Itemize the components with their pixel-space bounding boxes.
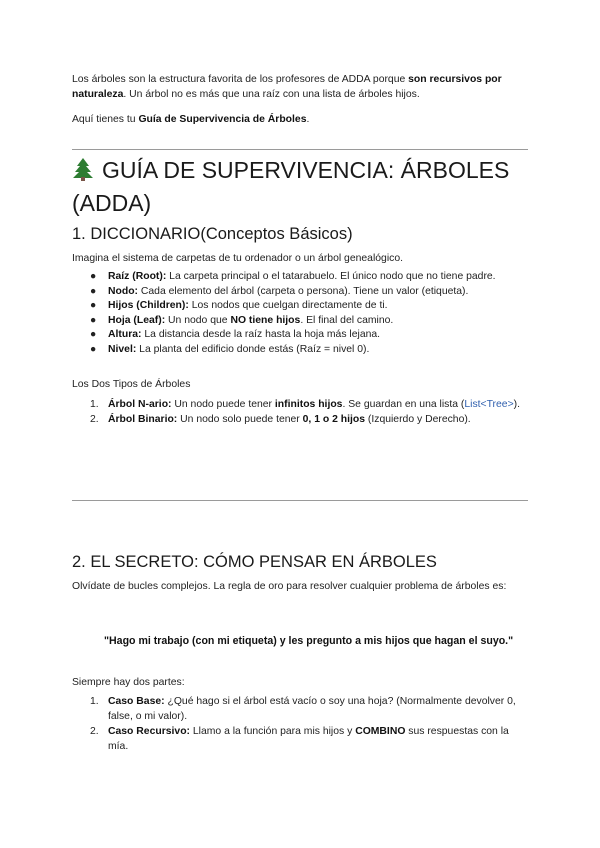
list-item (72, 724, 528, 754)
term: Hoja (Leaf): (108, 314, 166, 326)
page-title (72, 155, 528, 218)
definition: ¿Qué hago si el árbol está vacío o soy una hoja? (Normalmente devolver 0, false, o mi valor). (108, 696, 516, 722)
term: Nodo: (108, 285, 139, 297)
list-number: 2. (90, 414, 99, 425)
definition: Un nodo que (165, 314, 231, 326)
bullet-icon: ● (90, 329, 97, 341)
bullet-icon: ● (90, 343, 97, 355)
bullet-icon: ● (90, 300, 97, 312)
section-1-lead: Imagina el sistema de carpetas de tu ordenador o un árbol genealógico. (72, 253, 403, 264)
golden-rule-quote: "Hago mi trabajo (con mi etiqueta) y les pregunto a mis hijos que hagan el suyo." (104, 634, 514, 647)
definition: La distancia desde la raíz hasta la hoja más lejana. (141, 329, 381, 341)
intro-text: Los árboles son la estructura favorita de los profesores de ADDA porque (72, 74, 409, 85)
list-item (72, 314, 528, 329)
list-number: 1. (90, 696, 99, 707)
list-number: 1. (90, 399, 99, 410)
horizontal-rule (72, 500, 528, 501)
term: Caso Recursivo: (108, 726, 190, 737)
definition: La carpeta principal o el tatarabuelo. El único nodo que no tiene padre. (166, 271, 496, 282)
list-item (72, 299, 528, 314)
title-line-1: GUÍA DE SUPERVIVENCIA: ÁRBOLES (102, 157, 510, 183)
definition: Los nodos que cuelgan directamente de ti. (188, 300, 388, 312)
list-item (72, 343, 528, 358)
term: Nivel: (108, 343, 137, 355)
list-item (72, 328, 528, 343)
list-number: 2. (90, 726, 99, 737)
list-item (72, 694, 528, 724)
term: Raíz (Root): (108, 271, 167, 282)
definition: La planta del edificio donde estás (Raíz = nivel 0). (136, 343, 370, 355)
bullet-icon: ● (90, 271, 97, 282)
term: Hijos (Children): (108, 300, 189, 312)
definition: Cada elemento del árbol (carpeta o persona). Tiene un valor (etiqueta). (138, 285, 469, 297)
definition-end: . El final del camino. (300, 314, 394, 326)
title-line-2: (ADDA) (72, 190, 152, 216)
term: Árbol Binario: (108, 414, 178, 425)
section-1-heading: 1. DICCIONARIO(Conceptos Básicos) (72, 225, 353, 243)
term: Altura: (108, 329, 142, 341)
definition: Un nodo puede tener (171, 399, 275, 410)
definitions-list (72, 270, 528, 358)
section-2-heading: 2. EL SECRETO: CÓMO PENSAR EN ÁRBOLES (72, 553, 437, 571)
inline-code: List<Tree> (464, 399, 514, 410)
definition-bold: COMBINO (355, 726, 406, 737)
guide-period: . (306, 114, 310, 125)
definition: Un nodo solo puede tener (177, 414, 303, 425)
list-item (72, 397, 528, 412)
tree-types-list (72, 397, 528, 427)
term: Caso Base: (108, 696, 165, 707)
horizontal-rule (72, 149, 528, 150)
section-2-lead: Olvídate de bucles complejos. La regla de oro para resolver cualquier problema de árboles es: (72, 581, 507, 592)
tree-types-heading: Los Dos Tipos de Árboles (72, 379, 191, 390)
intro-paragraph (72, 72, 528, 102)
definition: . Se guardan en una lista ( (342, 399, 465, 410)
bullet-icon: ● (90, 285, 97, 297)
bullet-icon: ● (90, 314, 97, 326)
definition: Llamo a la función para mis hijos y (190, 726, 356, 737)
list-item (72, 270, 528, 285)
definition-bold: infinitos hijos (274, 399, 343, 410)
parts-heading: Siempre hay dos partes: (72, 677, 185, 688)
intro-bold: son recursivos por naturaleza (72, 74, 502, 100)
term: Árbol N-ario: (108, 399, 172, 410)
intro-text-end: . Un árbol no es más que una raíz con una lista de árboles hijos. (123, 89, 420, 100)
definition-bold: 0, 1 o 2 hijos (302, 414, 366, 425)
definition-end: sus respuestas con la mía. (108, 726, 509, 752)
parts-list (72, 694, 528, 754)
list-item (72, 285, 528, 300)
intro-guide-line (72, 112, 528, 127)
tree-icon (72, 157, 94, 188)
definition-bold: NO tiene hijos (230, 314, 301, 326)
definition-end: ). (513, 399, 521, 410)
list-item (72, 412, 528, 427)
guide-text: Aquí tienes tu (72, 114, 139, 125)
guide-bold: Guía de Supervivencia de Árboles (138, 114, 307, 125)
definition-end: (Izquierdo y Derecho). (365, 414, 471, 425)
